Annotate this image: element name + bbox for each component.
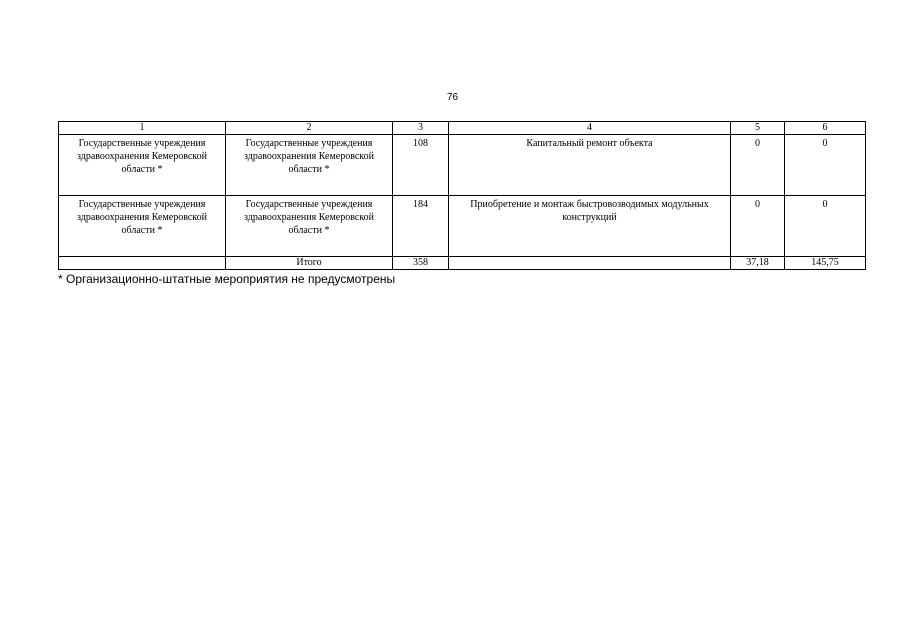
column-header: 2 xyxy=(226,122,393,135)
footnote: * Организационно-штатные мероприятия не предусмотрены xyxy=(58,272,396,286)
table-cell: Государственные учреждения здравоохранения Кемеровской области * xyxy=(226,135,393,196)
table-cell: 108 xyxy=(393,135,449,196)
column-header: 1 xyxy=(59,122,226,135)
table-row xyxy=(59,196,866,257)
table-cell: 0 xyxy=(731,196,785,257)
total-col6: 145,75 xyxy=(785,257,866,270)
table-cell: Капитальный ремонт объекта xyxy=(449,135,731,196)
column-header: 5 xyxy=(731,122,785,135)
total-col5: 37,18 xyxy=(731,257,785,270)
total-count: 358 xyxy=(393,257,449,270)
page-number: 76 xyxy=(446,92,459,103)
table-cell: 184 xyxy=(393,196,449,257)
table-cell xyxy=(449,257,731,270)
table-cell: Государственные учреждения здравоохранения Кемеровской области * xyxy=(59,135,226,196)
table-cell: Государственные учреждения здравоохранения Кемеровской области * xyxy=(59,196,226,257)
table-cell xyxy=(59,257,226,270)
column-header: 4 xyxy=(449,122,731,135)
total-label: Итого xyxy=(226,257,393,270)
table-cell: Государственные учреждения здравоохранения Кемеровской области * xyxy=(226,196,393,257)
table-cell: 0 xyxy=(785,135,866,196)
table-cell: 0 xyxy=(731,135,785,196)
table-header-row xyxy=(59,122,866,135)
data-table xyxy=(58,121,866,270)
table-cell: 0 xyxy=(785,196,866,257)
column-header: 6 xyxy=(785,122,866,135)
table-cell: Приобретение и монтаж быстровозводимых модульных конструкций xyxy=(449,196,731,257)
table-total-row xyxy=(59,257,866,270)
column-header: 3 xyxy=(393,122,449,135)
table-row xyxy=(59,135,866,196)
